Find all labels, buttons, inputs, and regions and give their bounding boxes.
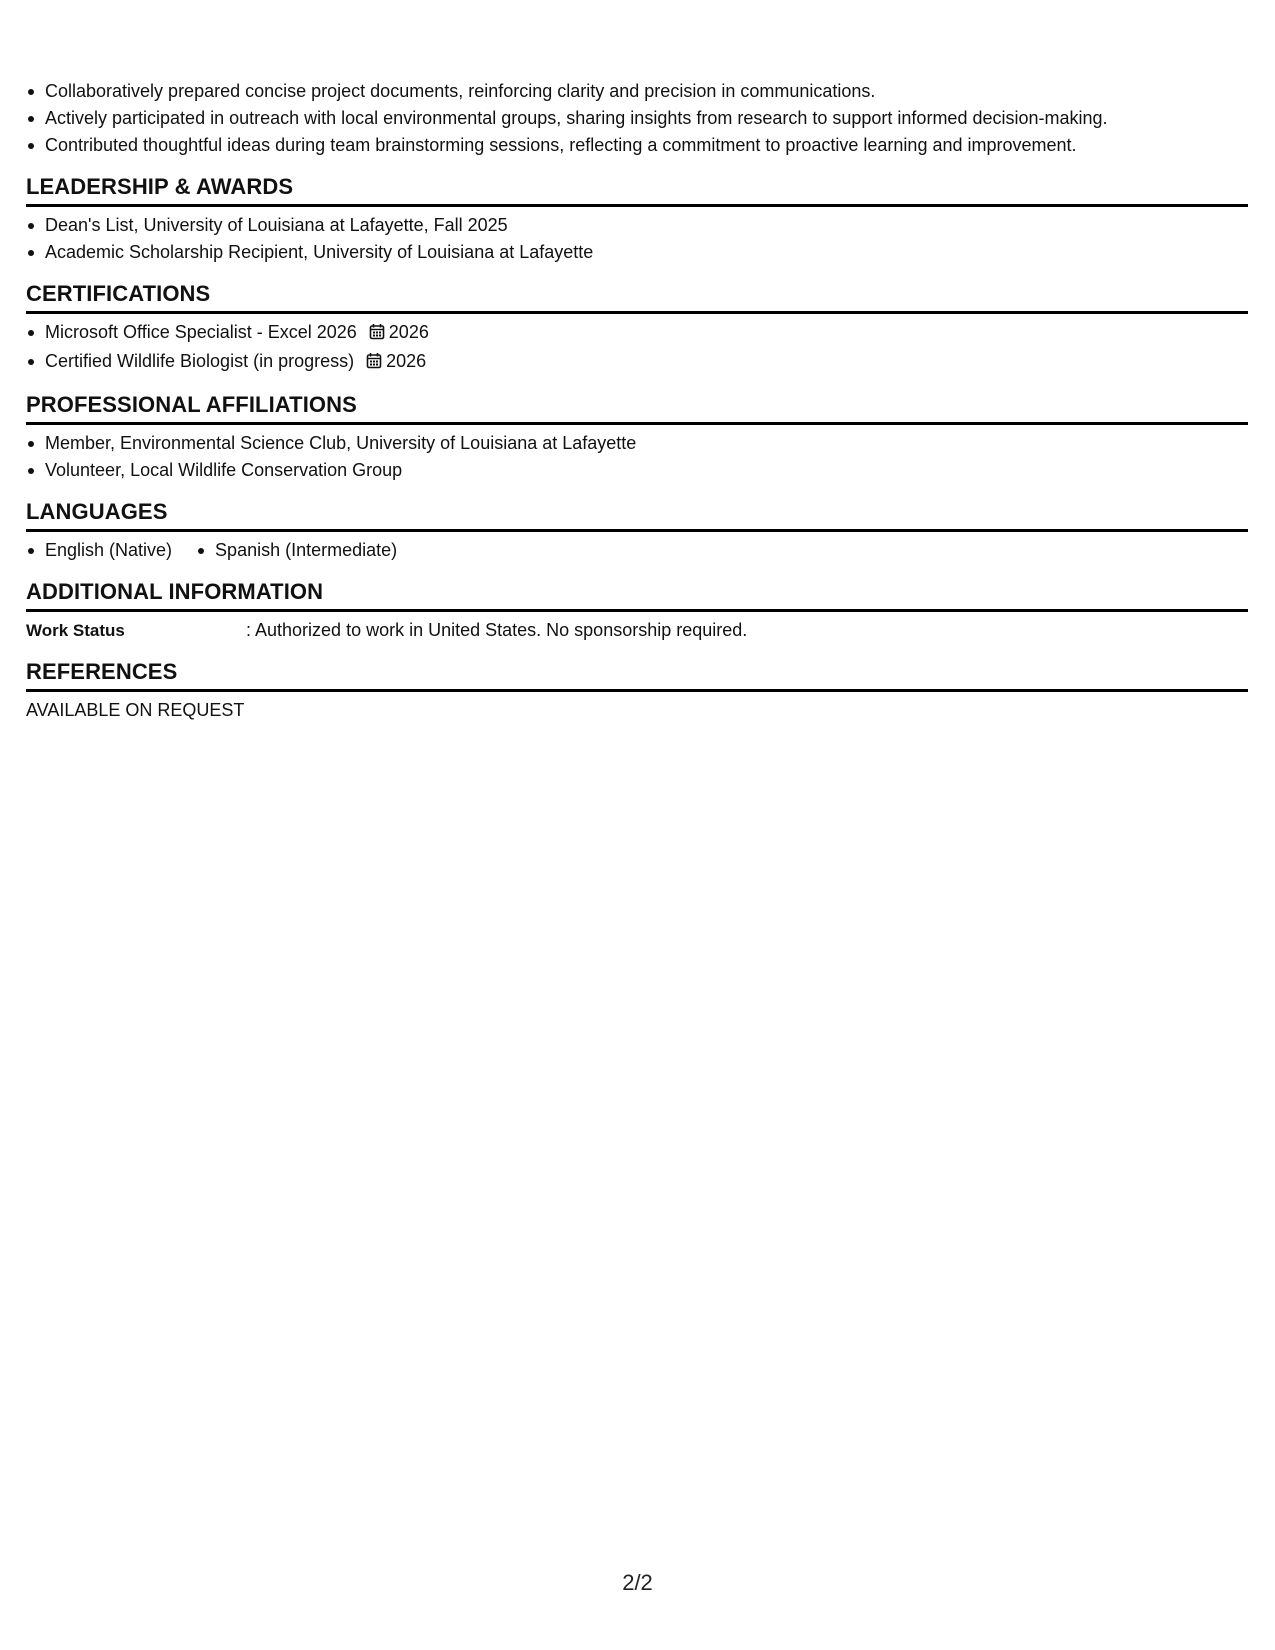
list-item	[26, 319, 1248, 348]
certification-year: 2026	[388, 322, 429, 342]
section-title: LEADERSHIP & AWARDS	[26, 173, 1248, 207]
certifications-section	[26, 280, 1248, 377]
affiliations-list	[26, 430, 1248, 484]
certifications-list	[26, 319, 1248, 377]
section-title: ADDITIONAL INFORMATION	[26, 578, 1248, 612]
calendar-icon	[369, 321, 385, 348]
list-item: Collaboratively prepared concise project documents, reinforcing clarity and precision in communications.	[26, 78, 1248, 105]
work-status-value: : Authorized to work in United States. No sponsorship required.	[246, 620, 748, 640]
section-title: LANGUAGES	[26, 498, 1248, 532]
list-item: Actively participated in outreach with local environmental groups, sharing insights from research to support informed decision-making.	[26, 105, 1248, 132]
section-title: REFERENCES	[26, 658, 1248, 692]
list-item: Dean's List, University of Louisiana at Lafayette, Fall 2025	[26, 212, 1248, 239]
references-text: AVAILABLE ON REQUEST	[26, 700, 245, 720]
affiliations-section	[26, 391, 1248, 484]
section-title: CERTIFICATIONS	[26, 280, 1248, 314]
list-item: Contributed thoughtful ideas during team brainstorming sessions, reflecting a commitment to proactive learning and improvement.	[26, 132, 1248, 159]
calendar-icon	[366, 350, 382, 377]
work-status-label: Work Status	[26, 621, 125, 640]
languages-section	[26, 498, 1248, 564]
work-status-row	[26, 617, 1248, 644]
leadership-section	[26, 173, 1248, 266]
resume-page	[26, 78, 1248, 724]
list-item	[26, 348, 1248, 377]
list-item: Member, Environmental Science Club, University of Louisiana at Lafayette	[26, 430, 1248, 457]
page-number: 2/2	[622, 1570, 653, 1595]
certification-name: Microsoft Office Specialist - Excel 2026	[45, 322, 357, 342]
languages-list	[26, 537, 1248, 564]
section-title: PROFESSIONAL AFFILIATIONS	[26, 391, 1248, 425]
list-item: Academic Scholarship Recipient, University of Louisiana at Lafayette	[26, 239, 1248, 266]
certification-name: Certified Wildlife Biologist (in progress)	[45, 351, 355, 371]
leadership-list	[26, 212, 1248, 266]
additional-info-section	[26, 578, 1248, 644]
list-item: English (Native)	[26, 537, 172, 564]
list-item: Volunteer, Local Wildlife Conservation Group	[26, 457, 1248, 484]
certification-year: 2026	[386, 351, 427, 371]
list-item: Spanish (Intermediate)	[196, 537, 397, 564]
experience-bullets	[26, 78, 1248, 159]
references-section	[26, 658, 1248, 724]
